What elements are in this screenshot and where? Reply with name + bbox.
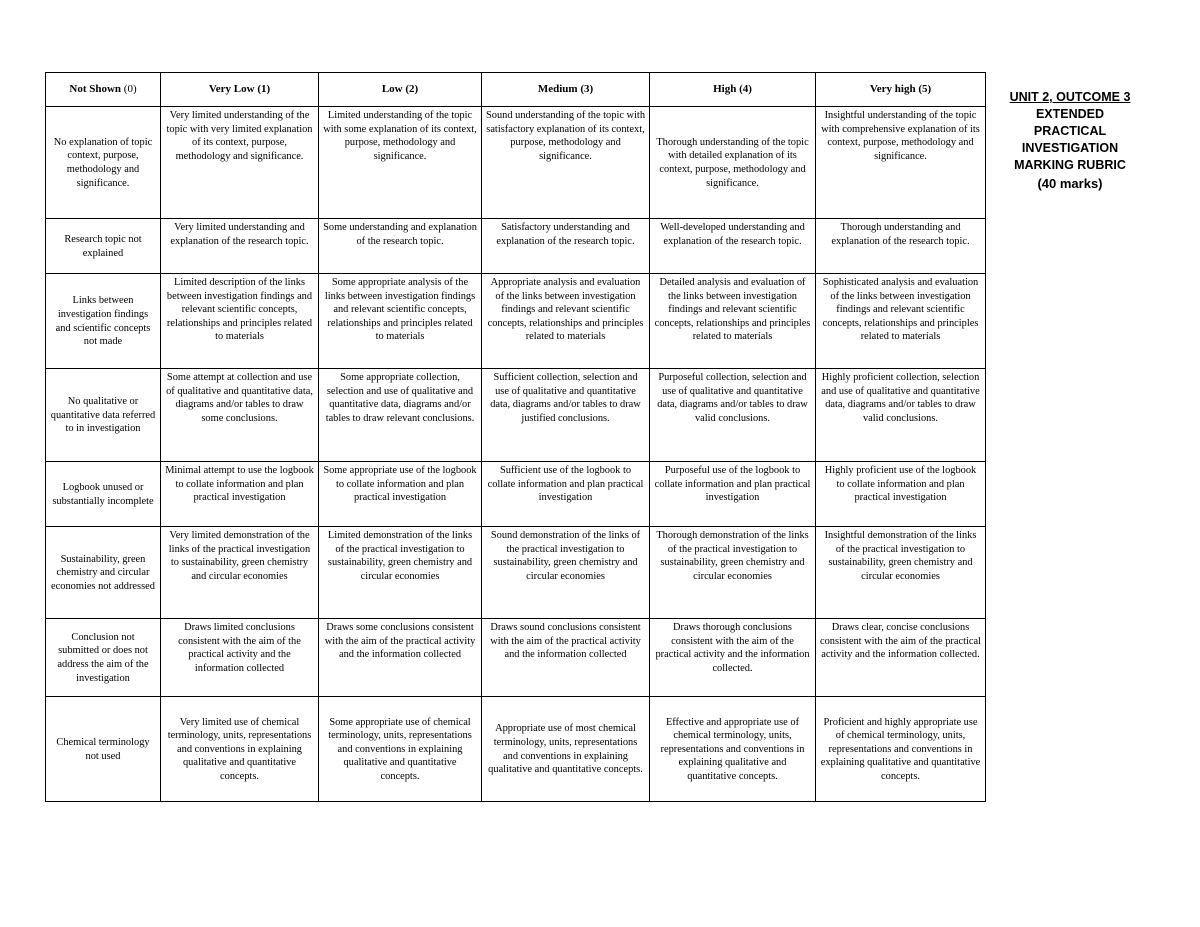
descriptor-cell: Sound understanding of the topic with satisfactory explanation of its context, purpose, methodology and significance. [482, 107, 650, 219]
criterion-cell: Logbook unused or substantially incomplete [46, 462, 161, 527]
descriptor-cell: Very limited use of chemical terminology, units, representations and conventions in explaining qualitative and quantitative concepts. [161, 697, 319, 802]
header-high: High (4) [650, 73, 816, 107]
descriptor-cell: Draws thorough conclusions consistent with the aim of the practical activity and the information collected. [650, 619, 816, 697]
header-medium: Medium (3) [482, 73, 650, 107]
criterion-cell: No explanation of topic context, purpose, methodology and significance. [46, 107, 161, 219]
criterion-cell: Chemical terminology not used [46, 697, 161, 802]
descriptor-cell: Purposeful use of the logbook to collate information and plan practical investigation [650, 462, 816, 527]
descriptor-cell: Sufficient collection, selection and use of qualitative and quantitative data, diagrams and/or tables to draw justified conclusions. [482, 369, 650, 462]
criterion-cell: Links between investigation findings and scientific concepts not made [46, 274, 161, 369]
descriptor-cell: Appropriate analysis and evaluation of the links between investigation findings and relevant scientific concepts, relationships and principles related to materials [482, 274, 650, 369]
descriptor-cell: Some appropriate analysis of the links between investigation findings and relevant scientific concepts, relationships and principles related to materials [319, 274, 482, 369]
descriptor-cell: Thorough understanding and explanation of the research topic. [816, 219, 986, 274]
rubric-row-links [46, 274, 986, 369]
rubric-title-block [995, 89, 1145, 192]
descriptor-cell: Proficient and highly appropriate use of chemical terminology, units, representations and conventions in explaining qualitative and quantitative concepts. [816, 697, 986, 802]
descriptor-cell: Minimal attempt to use the logbook to collate information and plan practical investigation [161, 462, 319, 527]
header-very-high: Very high (5) [816, 73, 986, 107]
rubric-row-logbook [46, 462, 986, 527]
descriptor-cell: Some appropriate collection, selection and use of qualitative and quantitative data, diagrams and/or tables to draw relevant conclusions. [319, 369, 482, 462]
unit-outcome-heading: UNIT 2, OUTCOME 3 [1009, 90, 1131, 104]
descriptor-cell: Draws clear, concise conclusions consistent with the aim of the practical activity and the information collected. [816, 619, 986, 697]
descriptor-cell: Limited description of the links between investigation findings and relevant scientific concepts, relationships and principles related to materials [161, 274, 319, 369]
descriptor-cell: Highly proficient use of the logbook to collate information and plan practical investigation [816, 462, 986, 527]
criterion-cell: No qualitative or quantitative data referred to in investigation [46, 369, 161, 462]
descriptor-cell: Detailed analysis and evaluation of the links between investigation findings and relevant scientific concepts, relationships and principles related to materials [650, 274, 816, 369]
descriptor-cell: Some understanding and explanation of the research topic. [319, 219, 482, 274]
descriptor-cell: Effective and appropriate use of chemical terminology, units, representations and conventions in explaining qualitative and quantitative concepts. [650, 697, 816, 802]
header-very-low: Very Low (1) [161, 73, 319, 107]
descriptor-cell: Insightful understanding of the topic with comprehensive explanation of its context, purpose, methodology and significance. [816, 107, 986, 219]
descriptor-cell: Very limited understanding and explanation of the research topic. [161, 219, 319, 274]
rubric-row-terminology [46, 697, 986, 802]
descriptor-cell: Sophisticated analysis and evaluation of the links between investigation findings and relevant scientific concepts, relationships and principles related to materials [816, 274, 986, 369]
criterion-cell: Sustainability, green chemistry and circular economies not addressed [46, 527, 161, 619]
descriptor-cell: Draws sound conclusions consistent with the aim of the practical activity and the information collected [482, 619, 650, 697]
title-line: MARKING RUBRIC [1014, 158, 1126, 172]
rubric-row-sustainability [46, 527, 986, 619]
total-marks: (40 marks) [1037, 176, 1103, 191]
descriptor-cell: Limited demonstration of the links of the practical investigation to sustainability, green chemistry and circular economies [319, 527, 482, 619]
title-line: EXTENDED [1035, 107, 1105, 121]
descriptor-cell: Well-developed understanding and explanation of the research topic. [650, 219, 816, 274]
criterion-cell: Research topic not explained [46, 219, 161, 274]
marking-rubric-table [45, 72, 986, 802]
rubric-row-topic-context [46, 107, 986, 219]
descriptor-cell: Draws some conclusions consistent with the aim of the practical activity and the information collected [319, 619, 482, 697]
descriptor-cell: Very limited understanding of the topic with very limited explanation of its context, purpose, methodology and significance. [161, 107, 319, 219]
rubric-row-research-topic [46, 219, 986, 274]
header-not-shown: Not Shown (0) [46, 73, 161, 107]
descriptor-cell: Highly proficient collection, selection and use of qualitative and quantitative data, diagrams and/or tables to draw valid conclusions. [816, 369, 986, 462]
title-line: PRACTICAL [1033, 124, 1107, 138]
descriptor-cell: Insightful demonstration of the links of the practical investigation to sustainability, green chemistry and circular economies [816, 527, 986, 619]
descriptor-cell: Sufficient use of the logbook to collate information and plan practical investigation [482, 462, 650, 527]
descriptor-cell: Purposeful collection, selection and use of qualitative and quantitative data, diagrams and/or tables to draw valid conclusions. [650, 369, 816, 462]
descriptor-cell: Sound demonstration of the links of the practical investigation to sustainability, green chemistry and circular economies [482, 527, 650, 619]
rubric-row-conclusion [46, 619, 986, 697]
descriptor-cell: Thorough demonstration of the links of the practical investigation to sustainability, green chemistry and circular economies [650, 527, 816, 619]
descriptor-cell: Some appropriate use of chemical terminology, units, representations and conventions in explaining qualitative and quantitative concepts. [319, 697, 482, 802]
descriptor-cell: Some appropriate use of the logbook to collate information and plan practical investigation [319, 462, 482, 527]
descriptor-cell: Thorough understanding of the topic with detailed explanation of its context, purpose, methodology and significance. [650, 107, 816, 219]
criterion-cell: Conclusion not submitted or does not address the aim of the investigation [46, 619, 161, 697]
descriptor-cell: Very limited demonstration of the links of the practical investigation to sustainability, green chemistry and circular economies [161, 527, 319, 619]
descriptor-cell: Satisfactory understanding and explanation of the research topic. [482, 219, 650, 274]
title-line: INVESTIGATION [1021, 141, 1119, 155]
rubric-row-data [46, 369, 986, 462]
descriptor-cell: Appropriate use of most chemical terminology, units, representations and conventions in explaining qualitative and quantitative concepts. [482, 697, 650, 802]
descriptor-cell: Some attempt at collection and use of qualitative and quantitative data, diagrams and/or tables to draw some conclusions. [161, 369, 319, 462]
descriptor-cell: Draws limited conclusions consistent with the aim of the practical activity and the information collected [161, 619, 319, 697]
rubric-header-row [46, 73, 986, 107]
descriptor-cell: Limited understanding of the topic with some explanation of its context, purpose, methodology and significance. [319, 107, 482, 219]
header-low: Low (2) [319, 73, 482, 107]
